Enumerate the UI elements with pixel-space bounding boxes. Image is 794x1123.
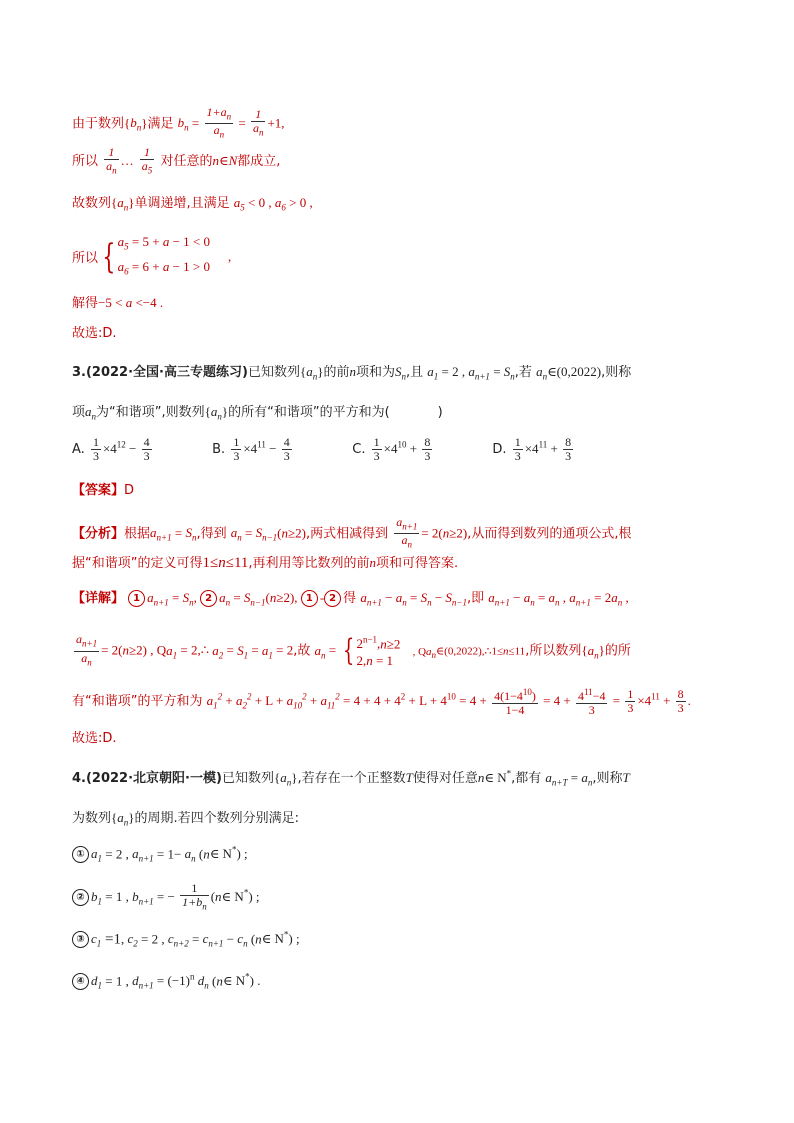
q3-analysis-2: 据“和谐项”的定义可得1≤n≤11,再利用等比数列的前n项和可得答案. xyxy=(72,555,459,571)
q3-detail-1: 【详解】 1 $a_{n+1} = S_n$, 2 $a_n = S_{n-1}(n\ge 2)$, 1 - 2 得 $a_{n+1} - a_n = S_n - S_{n-1}$,即 $a_{n+1} - a_n = a_n$ , $a_{n+1} = 2a_n$ , xyxy=(72,590,629,608)
q4-item-2: ② $b_1 = 1$ , $b_{n+1}$ = − $\frac{1}{1+b_n}$ (n∈ N*) ; xyxy=(72,882,260,913)
p2-line-3: 故数列$\{a_n\}$单调递增,且满足 $a_5 < 0$ , $a_6 > 0$ , xyxy=(72,195,313,213)
option-d[interactable]: D. $\frac{1}{3}$ $\times 4^{11}$ + $\frac{8}{3}$ xyxy=(492,435,572,463)
q3-detail-3: 有“和谐项”的平方和为 $a_1^2 + a_2^2 + L + a_{10}^2 + a_{11}^2 = 4 + 4 + 4^2 + L + 4^{10} = 4$ + $\frac{4(1-4^{10})}{1-4}$ = 4 + $\frac{4^{11}-4}{3}$ = $\frac{1}{3}$ $\times 4^{11}$ + $\frac{8}{3}$ . xyxy=(72,687,691,717)
p2-line-4: 所以 { $a_5 = 5 + a - 1 < 0$ $a_6 = 6 + a - 1 > 0$, xyxy=(72,234,232,277)
q3-options xyxy=(72,436,575,463)
q4-item-4: ④ $d_1 = 1$ , $d_{n+1} = (-1)^n$ $d_n$ (n∈ N*) . xyxy=(72,972,260,991)
q4-item-1: ① $a_1 = 2$ , $a_{n+1} = 1- a_n$ (n∈ N*) ; xyxy=(72,845,248,864)
circled-1-icon: 1 xyxy=(128,590,145,607)
circled-1-icon: 1 xyxy=(301,590,318,607)
q3-answer-line: 【答案】D xyxy=(72,483,135,498)
q3-answer: 故选:D. xyxy=(72,731,117,746)
option-c[interactable]: C. $\frac{1}{3}$ $\times 4^{10}$ + $\frac{8}{3}$ xyxy=(352,435,431,463)
q4-line-2: 为数列$\{a_n\}$的周期.若四个数列分别满足: xyxy=(72,810,300,828)
p2-answer: 故选:D. xyxy=(72,326,117,341)
option-a[interactable]: A. $\frac{1}{3}$ $\times 4^{12}$ − $\frac{4}{3}$ xyxy=(72,435,150,463)
q3-detail-2: $\frac{a_{n+1}}{a_n}$ = 2(n≥2) , $Qa_1$ = 2,∴ $a_2 = S_1 = a_1 = 2$,故 $a_n$ = { $2^{n-1},n\ge 2$ 2,n = 1 , $Qa_n\in(0,2022),\therefore 1\le n\le 11$,所以数列$\{a_n\}$的所 xyxy=(76,632,631,669)
q4-line-1: 4.(2022·北京朝阳·一模)已知数列$\{a_n\}$,若存在一个正整数T使得对任意n∈ N*,都有 $a_{n+T} = a_n$,则称T xyxy=(72,768,630,788)
q4-item-3: ③ $c_1 =1$, $c_2 = 2$ , $c_{n+2} = c_{n+1} - c_n$ (n∈ N*) ; xyxy=(72,930,300,949)
q3-analysis-1: 【分析】根据$a_{n+1} = S_n$,得到 $a_n = S_{n-1}(n\ge 2)$,两式相减得到 $\frac{a_{n+1}}{a_n}$ = 2(n≥2),从而得到数列的通项公式,根 xyxy=(72,515,632,550)
q3-line-1: 3.(2022·全国·高三专题练习)已知数列$\{a_n\}$的前n项和为$S_n$,且 $a_1 = 2$ , $a_{n+1} = S_n$,若 $a_n\in(0,2022)$,则称 xyxy=(72,364,632,382)
circled-2-icon: ② xyxy=(72,889,89,906)
circled-3-icon: ③ xyxy=(72,931,89,948)
circled-4-icon: ④ xyxy=(72,973,89,990)
q3-line-2: 项$a_n$为“和谐项”,则数列$\{a_n\}$的所有“和谐项”的平方和为( ) xyxy=(72,404,443,422)
circled-1-icon: ① xyxy=(72,846,89,863)
p2-solve: 解得−5 < a <−4 . xyxy=(72,295,164,311)
p2-line-2: 所以 $\frac{1}{a_n}$ … $\frac{1}{a_5}$ 对任意的n∈N都成立, xyxy=(72,145,281,176)
circled-2-icon: 2 xyxy=(200,590,217,607)
p2-line-1: 由于数列$\{b_n\}$满足 $b_n$ = $\frac{1+a_n}{a_n}$ = $\frac{1}{a_n}$ +1, xyxy=(72,105,285,140)
option-b[interactable]: B. $\frac{1}{3}$ $\times 4^{11}$ − $\frac{4}{3}$ xyxy=(212,435,290,463)
circled-2-icon: 2 xyxy=(324,590,341,607)
